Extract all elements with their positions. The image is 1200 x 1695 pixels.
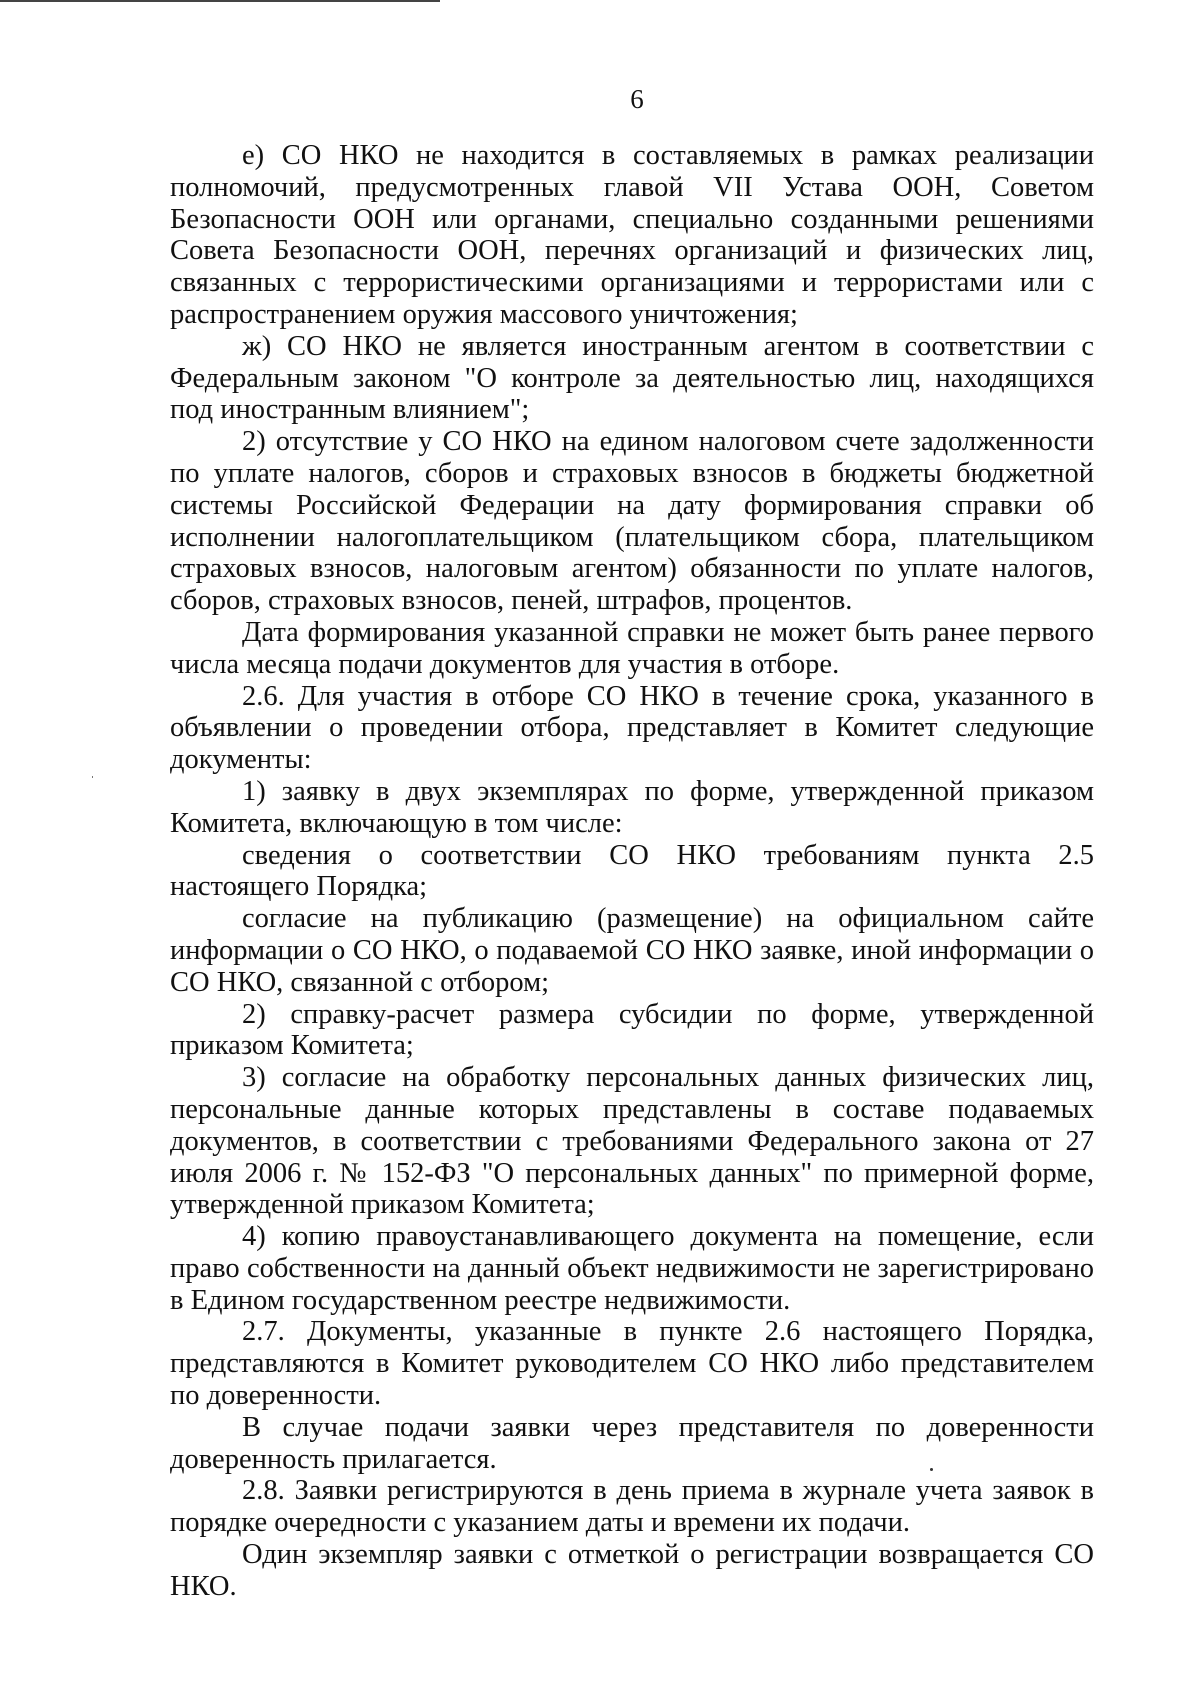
paragraph-2-6-item-3: 3) согласие на обработку персональных данных физических лиц, персональные данные которых представлены в составе подаваемых документов, в соответствии с требованиями Федерального закона от 27 июля 2006 г. № 152-ФЗ "О персональных данных" по примерной форме, утвержденной приказом Комитета;: [170, 1062, 1094, 1221]
document-body: [170, 140, 1094, 1603]
paragraph-2-tax-debt: 2) отсутствие у СО НКО на едином налоговом счете задолженности по уплате налогов, сборов и страховых взносов в бюджеты бюджетной системы Российской Федерации на дату формирования справки об исполнении налогоплательщиком (плательщиком сбора, плательщиком страховых взносов, налоговым агентом) обязанности по уплате налогов, сборов, страховых взносов, пеней, штрафов, процентов.: [170, 426, 1094, 617]
paragraph-2-6: 2.6. Для участия в отборе СО НКО в течение срока, указанного в объявлении о проведении отбора, представляет в Комитет следующие документы:: [170, 680, 1094, 776]
paragraph-compliance-info: сведения о соответствии СО НКО требованиям пункта 2.5 настоящего Порядка;: [170, 839, 1094, 903]
scan-mark: [92, 776, 93, 778]
page-number: 6: [630, 84, 644, 114]
paragraph-zh-foreign-agent: ж) СО НКО не является иностранным агентом в соответствии с Федеральным законом "О контроле за деятельностью лиц, находящихся под иностранным влиянием";: [170, 330, 1094, 426]
paragraph-copy-returned: Один экземпляр заявки с отметкой о регистрации возвращается СО НКО.: [170, 1539, 1094, 1602]
paragraph-publication-consent: согласие на публикацию (размещение) на официальном сайте информации о СО НКО, о подаваемой СО НКО заявке, иной информации о СО НКО, связанной с отбором;: [170, 903, 1094, 998]
paragraph-certificate-date: Дата формирования указанной справки не может быть ранее первого числа месяца подачи документов для участия в отборе.: [170, 616, 1094, 680]
scan-edge-line: [0, 0, 440, 2]
paragraph-2-7: 2.7. Документы, указанные в пункте 2.6 настоящего Порядка, представляются в Комитет руководителем СО НКО либо представителем по доверенности.: [170, 1316, 1094, 1412]
paragraph-2-6-item-2: 2) справку-расчет размера субсидии по форме, утвержденной приказом Комитета;: [170, 998, 1094, 1062]
paragraph-power-of-attorney: В случае подачи заявки через представителя по доверенности доверенность прилагается.: [170, 1411, 1094, 1475]
paragraph-2-6-item-4: 4) копию правоустанавливающего документа на помещение, если право собственности на данный объект недвижимости не зарегистрировано в Едином государственном реестре недвижимости.: [170, 1221, 1094, 1316]
paragraph-2-6-item-1: 1) заявку в двух экземплярах по форме, утвержденной приказом Комитета, включающую в том числе:: [170, 775, 1094, 839]
paragraph-2-8: 2.8. Заявки регистрируются в день приема в журнале учета заявок в порядке очередности с указанием даты и времени их подачи.: [170, 1475, 1094, 1539]
paragraph-e-list-check: е) СО НКО не находится в составляемых в рамках реализации полномочий, предусмотренных главой VII Устава ООН, Советом Безопасности ООН или органами, специально созданными решениями Совета Безопасности ООН, перечнях организаций и физических лиц, связанных с террористическими организациями и террористами или с распространением оружия массового уничтожения;: [170, 140, 1094, 330]
